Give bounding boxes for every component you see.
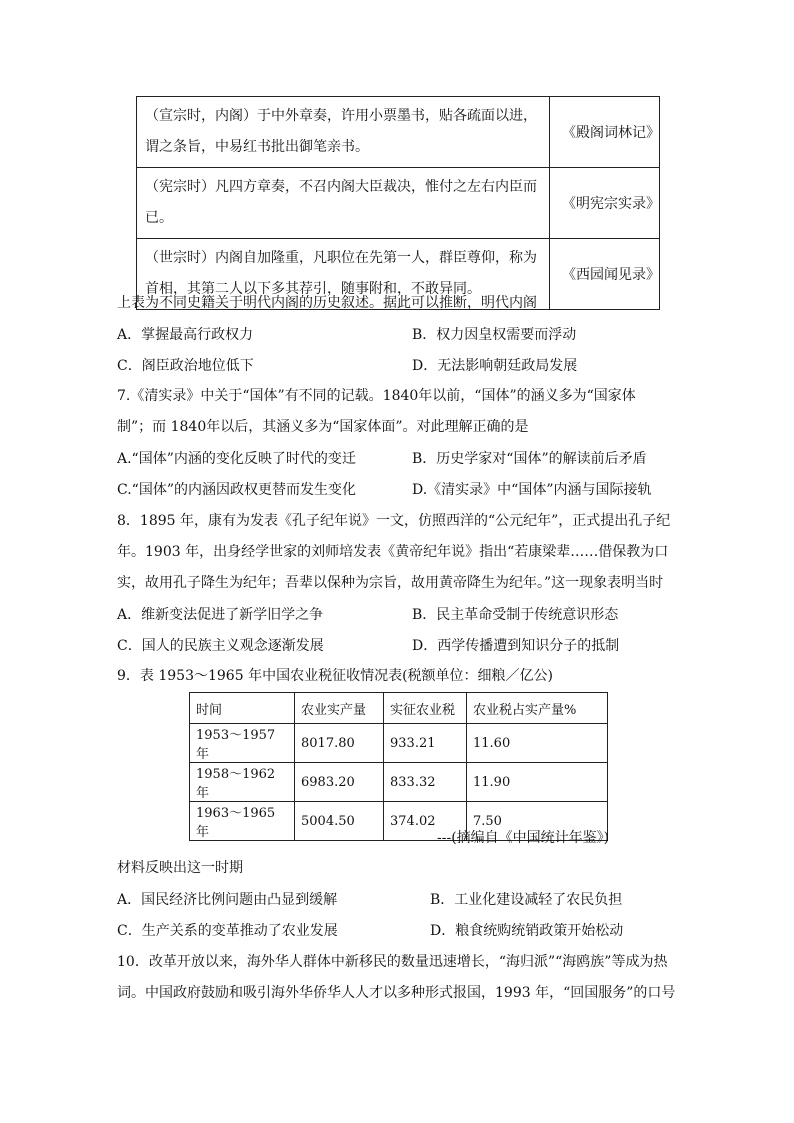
table-cell: 1953～1957 年 [190,724,295,763]
q7-option-a: A.“国体”内涵的变化反映了时代的变迁 [117,451,356,467]
q9-option-d: D．粮食统购统销政策开始松动 [430,923,624,939]
record-text: （宣宗时，内阁）于中外章奏，许用小票墨书，贴各疏面以进，谓之条旨，中易红书批出御笔亲书。 [137,97,550,168]
table-cell: 11.90 [467,763,608,802]
q6-option-a: A．掌握最高行政权力 [117,327,254,343]
table-cell: 933.21 [384,724,467,763]
record-source: 《殿阁词林记》 [550,97,660,168]
q8-option-d: D．西学传播遭到知识分子的抵制 [412,638,620,654]
column-header: 时间 [190,693,295,724]
q8-option-c: C．国人的民族主义观念逐渐发展 [117,638,324,654]
q9-stem: 9．表 1953～1965 年中国农业税征收情况表(税额单位：细粮／亿公) [117,668,553,684]
q6-option-d: D．无法影响朝廷政局发展 [412,358,578,374]
q8-option-a: A．维新变法促进了新学旧学之争 [117,607,324,623]
q7-stem-line1: 7.《清实录》中关于“国体”有不同的记载。1840年以前，“国体”的涵义多为“国家体 [117,388,636,404]
table-row [190,763,608,802]
q10-stem-line1: 10．改革开放以来，海外华人群体中新移民的数量迅速增长，“海归派”“海鸥族”等成为热 [117,954,668,970]
q7-option-d: D.《清实录》中“国体”内涵与国际接轨 [412,482,652,498]
table-cell: 374.02 [384,802,467,841]
record-text: （世宗时）内阁自加隆重，凡职位在先第一人，群臣尊仰，称为首相，其第二人以下多其荐引，随事附和，不敢异同。 [137,239,550,310]
q7-option-c: C.“国体”的内涵因政权更替而发生变化 [117,482,356,498]
table-cell: 11.60 [467,724,608,763]
table-header-row [190,693,608,724]
q6-stem: 上表为不同史籍关于明代内阁的历史叙述。据此可以推断，明代内阁 [117,295,537,311]
q10-stem-line2: 词。中国政府鼓励和吸引海外华侨华人人才以多种形式报国，1993 年，“回国服务”的口号 [117,985,676,1001]
column-header: 农业税占实产量% [467,693,608,724]
table-row [190,724,608,763]
q7-option-b: B．历史学家对“国体”的解读前后矛盾 [412,451,647,467]
q8-stem-line2: 年。1903 年，出身经学世家的刘师培发表《黄帝纪年说》指出“若康梁辈……借保教为口 [117,544,669,560]
table-cell: 5004.50 [295,802,384,841]
agricultural-tax-table [189,692,608,841]
q9-option-a: A．国民经济比例问题由凸显到缓解 [117,892,338,908]
table-cell: 1963～1965 年 [190,802,295,841]
table-source: ---(摘编自《中国统计年鉴》) [437,830,610,846]
table-cell: 833.32 [384,763,467,802]
table-cell: 8017.80 [295,724,384,763]
table-cell: 6983.20 [295,763,384,802]
q6-option-b: B．权力因皇权需要而浮动 [412,327,577,343]
record-source: 《明宪宗实录》 [550,168,660,239]
q9-option-b: B．工业化建设减轻了农民负担 [430,892,623,908]
column-header: 实征农业税 [384,693,467,724]
q8-stem-line3: 实，故用孔子降生为纪年；吾辈以保种为宗旨，故用黄帝降生为纪年。”这一现象表明当时 [117,575,664,591]
record-text: （宪宗时）凡四方章奏，不召内阁大臣裁决，惟付之左右内臣而已。 [137,168,550,239]
q8-option-b: B．民主革命受制于传统意识形态 [412,607,619,623]
q6-option-c: C．阁臣政治地位低下 [117,358,254,374]
column-header: 农业实产量 [295,693,384,724]
q7-stem-line2: 制”；而 1840年以后，其涵义多为“国家体面”。对此理解正确的是 [117,419,529,435]
table-row [137,168,660,239]
historical-records-table [136,96,660,310]
q9-option-c: C．生产关系的变革推动了农业发展 [117,923,338,939]
q9-lead: 材料反映出这一时期 [117,860,243,876]
q8-stem-line1: 8．1895 年，康有为发表《孔子纪年说》一文，仿照西洋的“公元纪年”，正式提出孔子纪 [117,513,671,529]
record-source: 《西园闻见录》 [550,239,660,310]
table-cell: 1958～1962 年 [190,763,295,802]
table-cell: 7.50 [467,802,608,841]
table-row [137,97,660,168]
